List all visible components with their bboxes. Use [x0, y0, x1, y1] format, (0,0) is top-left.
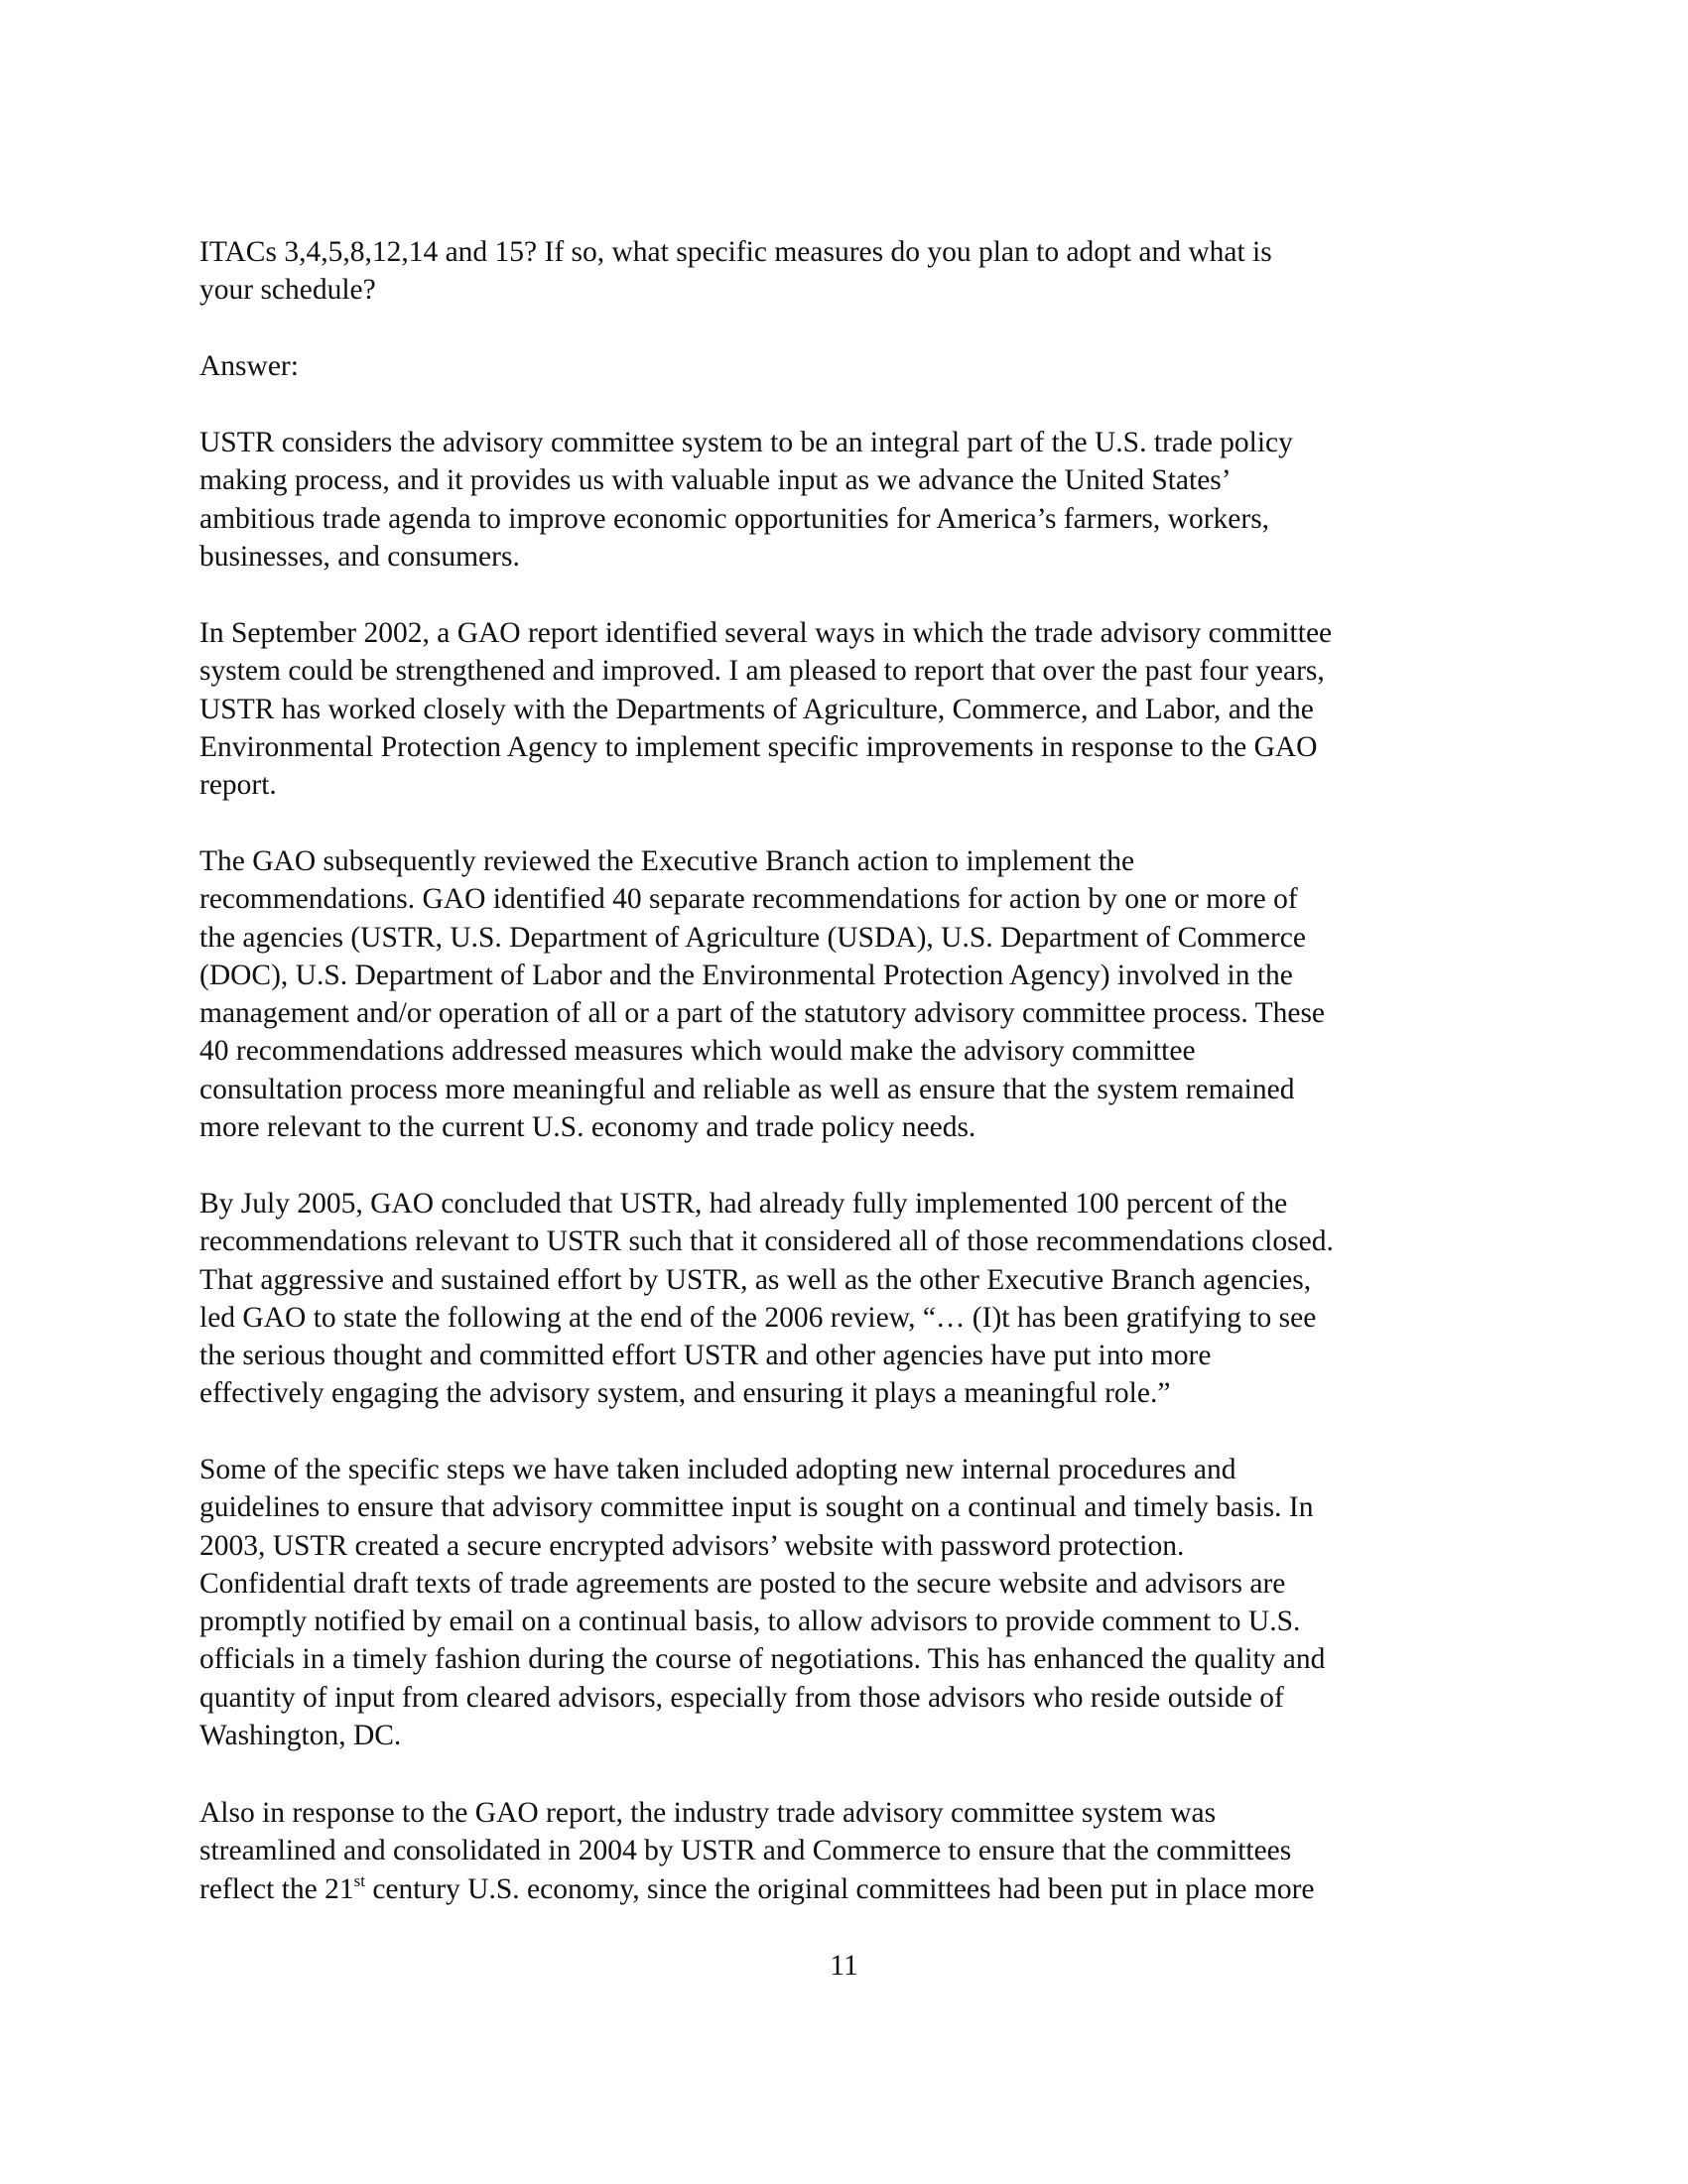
text-line: report. — [199, 769, 277, 802]
text-line: Confidential draft texts of trade agreements are posted to the secure website and advisors are — [199, 1567, 1286, 1600]
text-line — [199, 1870, 1490, 1908]
text-line: effectively engaging the advisory system, and ensuring it plays a meaningful role.” — [199, 1377, 1171, 1410]
text-line: USTR has worked closely with the Departments of Agriculture, Commerce, and Labor, and the — [199, 693, 1314, 725]
page-number: 11 — [830, 1950, 858, 1982]
text-line: The GAO subsequently reviewed the Executive Branch action to implement the — [199, 845, 1135, 877]
text-line: 2003, USTR created a secure encrypted advisors’ website with password protection. — [199, 1529, 1185, 1562]
text-line: making process, and it provides us with valuable input as we advance the United States’ — [199, 464, 1232, 497]
text-line: Also in response to the GAO report, the industry trade advisory committee system was — [199, 1797, 1217, 1829]
text-line: officials in a timely fashion during the course of negotiations. This has enhanced the quality and — [199, 1643, 1326, 1676]
text-line: streamlined and consolidated in 2004 by USTR and Commerce to ensure that the committees — [199, 1835, 1292, 1867]
text-line: quantity of input from cleared advisors, especially from those advisors who reside outside of — [199, 1681, 1284, 1714]
text-line: Washington, DC. — [199, 1720, 402, 1752]
text-line: led GAO to state the following at the end of the 2006 review, “… (I)t has been gratifying to see — [199, 1301, 1317, 1334]
paragraph-3 — [199, 842, 1490, 1146]
answer-heading: Answer: — [199, 350, 299, 382]
paragraph-6 — [199, 1794, 1490, 1908]
text-line: That aggressive and sustained effort by USTR, as well as the other Executive Branch agencies, — [199, 1263, 1312, 1296]
text-line: system could be strengthened and improved. I am pleased to report that over the past four years, — [199, 655, 1325, 688]
text-line: ITACs 3,4,5,8,12,14 and 15? If so, what specific measures do you plan to adopt and what is — [199, 236, 1272, 268]
text-line: USTR considers the advisory committee system to be an integral part of the U.S. trade policy — [199, 427, 1293, 458]
text-line: Environmental Protection Agency to implement specific improvements in response to the GAO — [199, 730, 1318, 763]
paragraph-1 — [199, 424, 1490, 576]
text-line: By July 2005, GAO concluded that USTR, had already fully implemented 100 percent of the — [199, 1188, 1288, 1220]
text-line: promptly notified by email on a continual basis, to allow advisors to provide comment to U.S. — [199, 1606, 1301, 1638]
paragraph-2 — [199, 614, 1490, 804]
text-line: recommendations. GAO identified 40 separate recommendations for action by one or more of — [199, 883, 1298, 916]
text-before-superscript: reflect the 21 — [199, 1872, 354, 1905]
text-after-superscript: century U.S. economy, since the original committees had been put in place more — [364, 1872, 1315, 1905]
answer-label — [199, 347, 1490, 385]
text-line: the agencies (USTR, U.S. Department of Agriculture (USDA), U.S. Department of Commerce — [199, 921, 1306, 954]
question-continuation — [199, 233, 1490, 310]
text-line: Some of the specific steps we have taken included adopting new internal procedures and — [199, 1454, 1236, 1485]
paragraph-5 — [199, 1451, 1490, 1754]
text-line: your schedule? — [199, 274, 376, 307]
text-line: management and/or operation of all or a part of the statutory advisory committee process. These — [199, 997, 1326, 1030]
text-line: the serious thought and committed effort USTR and other agencies have put into more — [199, 1340, 1212, 1372]
text-line: (DOC), U.S. Department of Labor and the Environmental Protection Agency) involved in the — [199, 959, 1293, 991]
text-line: ambitious trade agenda to improve economic opportunities for America’s farmers, workers, — [199, 502, 1270, 535]
paragraph-4 — [199, 1185, 1490, 1413]
text-line: businesses, and consumers. — [199, 540, 520, 573]
ordinal-superscript: st — [353, 1870, 365, 1890]
text-line: guidelines to ensure that advisory committee input is sought on a continual and timely basis. In — [199, 1491, 1314, 1524]
text-line: recommendations relevant to USTR such that it considered all of those recommendations closed. — [199, 1225, 1334, 1258]
text-line: consultation process more meaningful and reliable as well as ensure that the system remained — [199, 1073, 1295, 1105]
text-line: more relevant to the current U.S. economy and trade policy needs. — [199, 1111, 976, 1144]
text-line: 40 recommendations addressed measures which would make the advisory committee — [199, 1035, 1196, 1068]
text-line: In September 2002, a GAO report identified several ways in which the trade advisory committee — [199, 617, 1333, 649]
